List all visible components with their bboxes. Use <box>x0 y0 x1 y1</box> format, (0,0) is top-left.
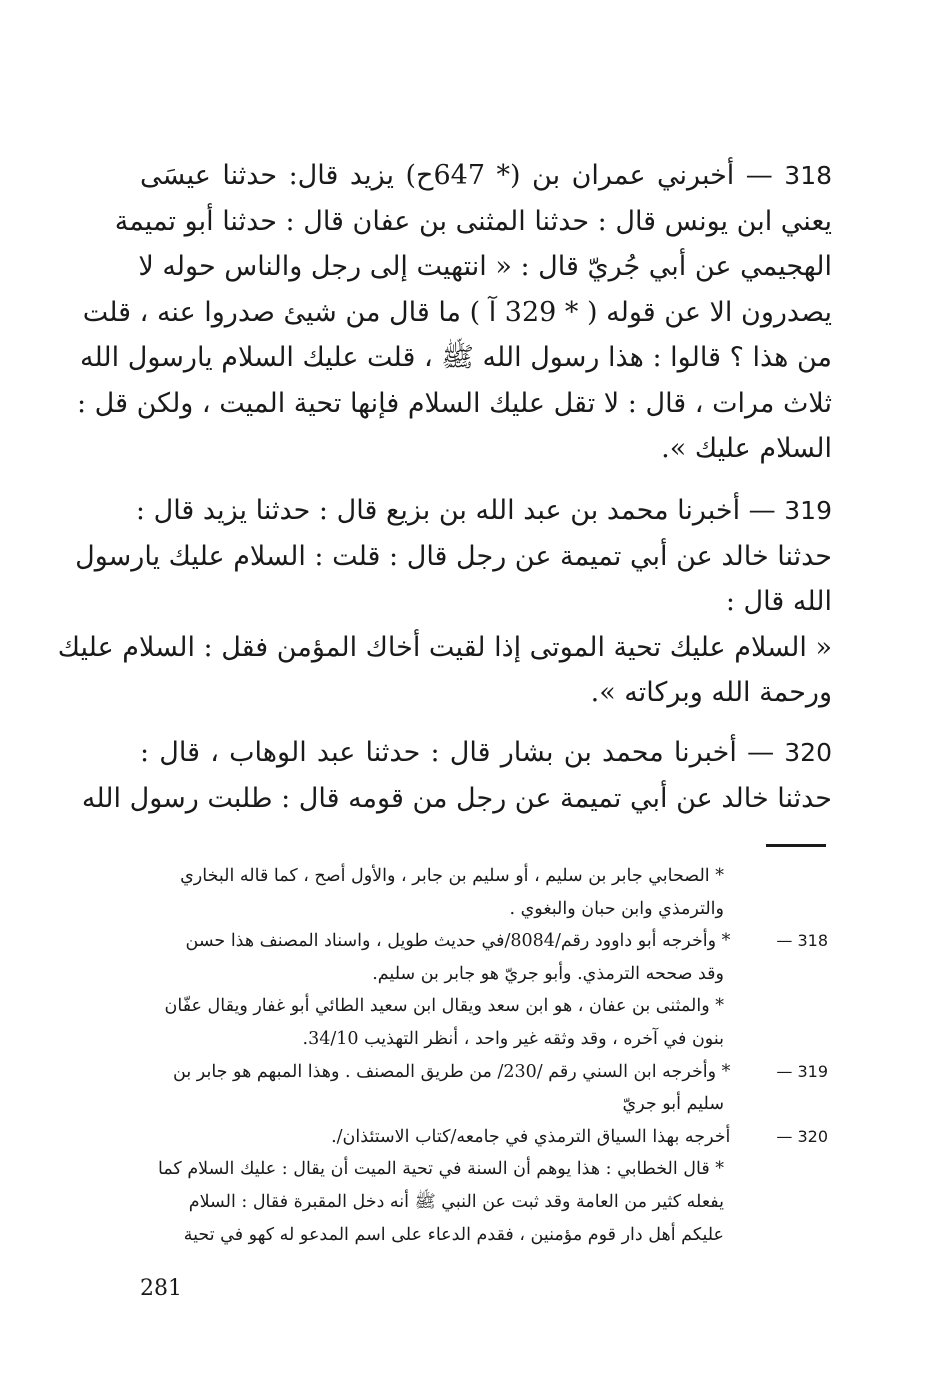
hadith-318-line: يعني ابن يونس قال : حدثنا المثنى بن عفان قال : حدثنا أبو تميمة <box>114 205 832 237</box>
footnote-319: 319 — * وأخرجه ابن السني رقم /230/ من طريق المصنف . وهذا المبهم هو جابر بن <box>138 1056 828 1089</box>
hadith-318-line: من هذا ؟ قالوا : هذا رسول الله ﷺ ، قلت عليك السلام يارسول الله <box>80 342 832 373</box>
hadith-318-line: الهجيمي عن أبي جُريّ قال : « انتهيت إلى رجل والناس حوله لا <box>138 251 832 282</box>
footnote-line: عليكم أهل دار قوم مؤمنين ، فقدم الدعاء على اسم المدعو له كهو في تحية <box>183 1224 724 1245</box>
footnote-line: * والمثنى بن عفان ، هو ابن سعد ويقال ابن سعيد الطائي أبو غفار ويقال عفّان <box>164 996 724 1017</box>
footnote-line: * قال الخطابي : هذا يوهم أن السنة في تحية الميت أن يقال : عليك السلام كما <box>157 1159 724 1180</box>
footnote-line: يفعله كثير من العامة وقد ثبت عن النبي ﷺ أنه دخل المقبرة فقال : السلام <box>188 1191 724 1212</box>
footnote-line: بنون في آخره ، وقد وثقه غير واحد ، أنظر التهذيب 34/10. <box>302 1028 724 1049</box>
hadith-number: 320 <box>784 738 832 767</box>
hadith-318 <box>76 153 833 472</box>
footnote-line: * الصحابي جابر بن سليم ، أو سليم بن جابر ، والأول أصح ، كما قاله البخاري <box>180 866 724 886</box>
hadith-318-line: يصدرون الا عن قوله ( * 329 آ ) ما قال من شيئ صدروا عنه ، قلت <box>82 296 832 328</box>
hadith-320-line: حدثنا خالد عن أبي تميمة عن رجل من قومه قال : طلبت رسول الله <box>81 782 832 814</box>
footnote-line: سليم أبو جريّ <box>622 1094 724 1115</box>
hadith-319-line: 319 — أخبرنا محمد بن عبد الله بن بزيع قال : حدثنا يزيد قال : <box>135 495 832 526</box>
page-number: 281 <box>140 1276 182 1301</box>
footnote-label: 320 — <box>776 1126 828 1146</box>
footnote-318: 318 — * وأخرجه أبو داوود رقم/8084/في حديث طويل ، واسناد المصنف هذا حسن <box>138 925 828 958</box>
hadith-320-line: 320 — أخبرنا محمد بن بشار قال : حدثنا عبد الوهاب ، قال : <box>140 737 832 768</box>
footnote-line: وقد صححه الترمذي. وأبو جريّ هو جابر بن سليم. <box>372 963 724 984</box>
footnote-label: 318 — <box>776 931 828 951</box>
footnote-320: 320 — أخرجه بهذا السياق الترمذي في جامعه/كتاب الاستئذان/. <box>138 1121 828 1154</box>
footnotes <box>138 860 828 1251</box>
hadith-319 <box>57 488 832 716</box>
hadith-319-line: حدثنا خالد عن أبي تميمة عن رجل قال : قلت : السلام عليك يارسول <box>75 540 832 572</box>
footnote-divider <box>766 844 826 847</box>
footnote-label: 319 — <box>776 1061 828 1081</box>
hadith-319-quote-line: ورحمة الله وبركاته ». <box>590 677 832 708</box>
footnote-line: والترمذي وابن حبان والبغوي . <box>509 898 724 919</box>
hadith-number: 319 <box>784 496 832 525</box>
hadith-320 <box>81 730 832 821</box>
hadith-319-line: الله قال : <box>725 586 832 617</box>
hadith-318-line: 318 — أخبرني عمران بن (* 647ح) يزيد قال: حدثنا عيسَى <box>140 160 833 191</box>
hadith-318-line: السلام عليك ». <box>661 433 832 464</box>
hadith-319-quote-line: « السلام عليك تحية الموتى إذا لقيت أخاك المؤمن فقل : السلام عليك <box>57 631 832 663</box>
hadith-318-line: ثلاث مرات ، قال : لا تقل عليك السلام فإنها تحية الميت ، ولكن قل : <box>76 387 832 419</box>
hadith-number: 318 <box>784 161 833 190</box>
